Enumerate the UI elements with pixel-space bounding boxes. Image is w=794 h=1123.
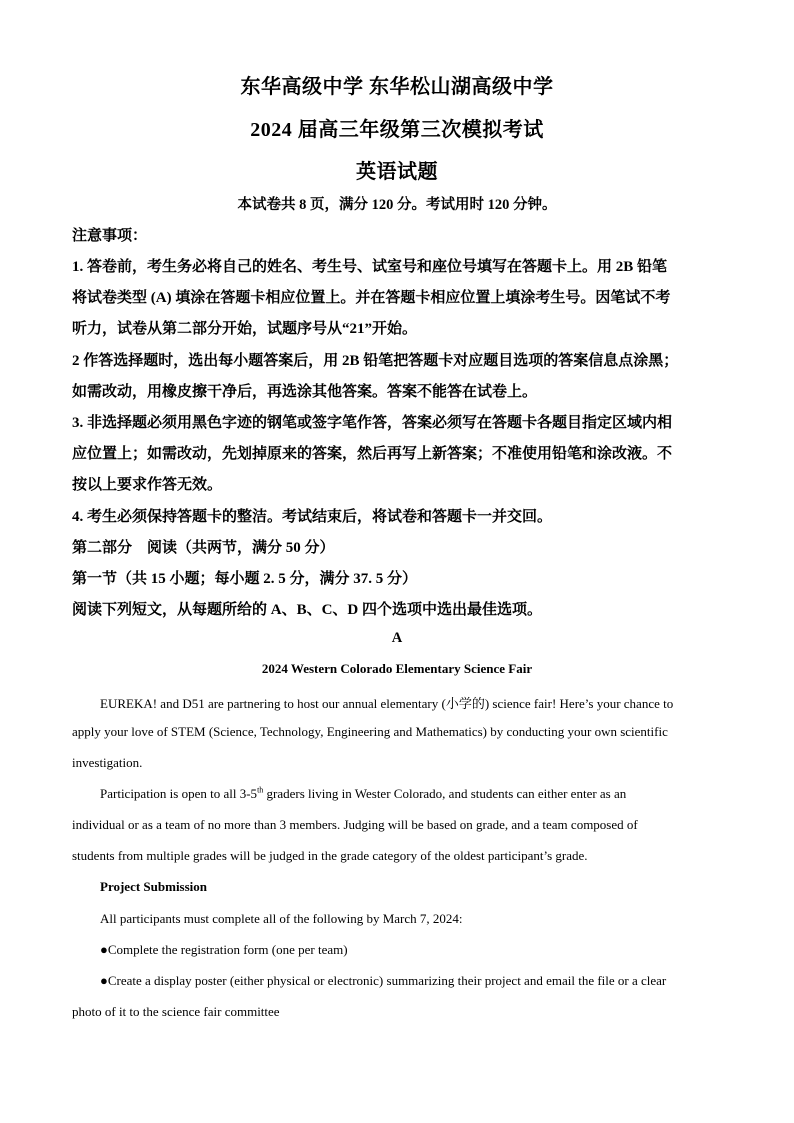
paragraph-line: students from multiple grades will be judged in the grade category of the oldest participant’s grade. [72, 848, 588, 863]
notes-heading: 注意事项： [72, 228, 148, 244]
bullet-item: ●Complete the registration form (one per team) [100, 942, 348, 957]
passage-title: 2024 Western Colorado Elementary Science Fair [261, 661, 533, 676]
note-line: 应位置上；如需改动，先划掉原来的答案，然后再写上新答案；不准使用铅笔和涂改液。不 [72, 446, 673, 462]
paragraph-line: individual or as a team of no more than 3 members. Judging will be based on grade, and a team composed of [72, 817, 638, 832]
note-line: 1. 答卷前，考生务必将自己的姓名、考生号、试室号和座位号填写在答题卡上。用 2B 铅笔 [72, 259, 668, 275]
section-heading: Project Submission [100, 879, 208, 894]
note-line: 2 作答选择题时，选出每小题答案后，用 2B 铅笔把答题卡对应题目选项的答案信息点涂黑； [72, 353, 679, 369]
exam-info: 本试卷共 8 页，满分 120 分。考试用时 120 分钟。 [237, 197, 557, 213]
section-instruction: 阅读下列短文，从每题所给的 A、B、C、D 四个选项中选出最佳选项。 [72, 602, 543, 618]
subject-title: 英语试题 [356, 161, 438, 183]
note-line: 如需改动，用橡皮擦干净后，再选涂其他答案。答案不能答在试卷上。 [72, 384, 538, 400]
section-part: 第二部分 阅读（共两节，满分 50 分） [72, 540, 335, 556]
section-sub: 第一节（共 15 小题；每小题 2. 5 分，满分 37. 5 分） [72, 571, 418, 587]
paragraph-line: EUREKA! and D51 are partnering to host our annual elementary (小学的) science fair! Here’s your chance to [100, 696, 674, 711]
passage-letter: A [391, 630, 403, 646]
exam-title: 2024 届高三年级第三次模拟考试 [250, 119, 544, 141]
paragraph-line: photo of it to the science fair committee [72, 1004, 280, 1019]
note-line: 将试卷类型 (A) 填涂在答题卡相应位置上。并在答题卡相应位置上填涂考生号。因笔试不考 [72, 290, 671, 306]
bullet-item: ●Create a display poster (either physical or electronic) summarizing their project and email the file or a clear [100, 973, 667, 988]
note-line: 4. 考生必须保持答题卡的整洁。考试结束后，将试卷和答题卡一并交回。 [72, 509, 553, 525]
paragraph-text: Participation is open to all 3-5 [100, 786, 258, 801]
note-line: 3. 非选择题必须用黑色字迹的钢笔或签字笔作答，答案必须写在答题卡各题目指定区域内相 [72, 415, 673, 431]
school-names: 东华高级中学 东华松山湖高级中学 [240, 76, 554, 98]
paragraph-line [100, 786, 626, 802]
paragraph-line: apply your love of STEM (Science, Technology, Engineering and Mathematics) by conducting your own scientific [72, 724, 668, 739]
paragraph-text: graders living in Wester Colorado, and students can either enter as an [263, 786, 627, 801]
paragraph-line: investigation. [72, 755, 143, 770]
note-line: 听力，试卷从第二部分开始，试题序号从“21”开始。 [72, 321, 418, 337]
ordinal-suffix: th [257, 785, 264, 795]
paragraph-line: All participants must complete all of the following by March 7, 2024: [100, 911, 463, 926]
note-line: 按以上要求作答无效。 [72, 477, 223, 493]
